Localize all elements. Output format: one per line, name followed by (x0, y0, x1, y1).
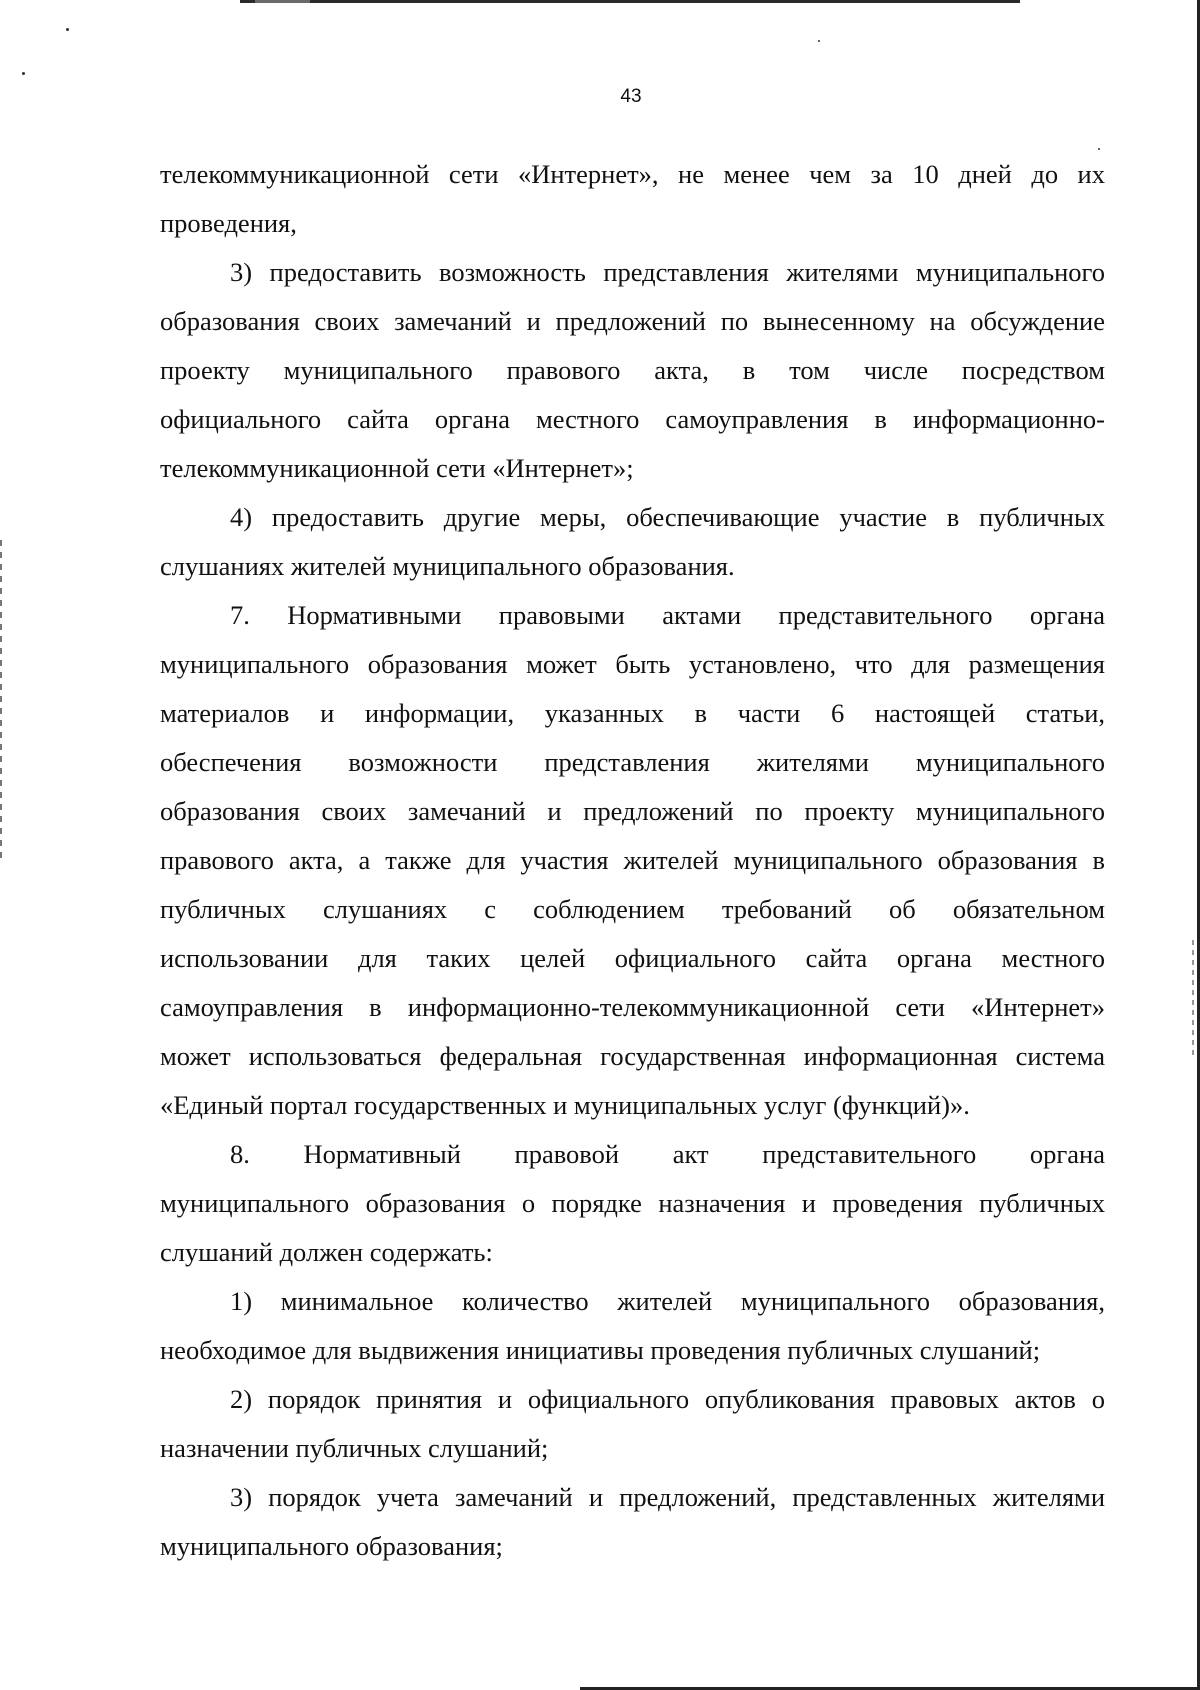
paragraph-section-7 (160, 591, 1105, 1130)
text-line: «Единый портал государственных и муниципальных услуг (функций)». (160, 1090, 970, 1120)
paragraph-item-3 (160, 248, 1105, 493)
text-line: официального сайта органа местного самоуправления в информационно- (160, 404, 1105, 434)
scan-speck (818, 40, 820, 42)
text-line: 3) порядок учета замечаний и предложений, представленных жителями (230, 1482, 1105, 1512)
text-line: слушаний должен содержать: (160, 1237, 493, 1267)
text-line: публичных слушаниях с соблюдением требований об обязательном (160, 894, 1105, 924)
paragraph-item-4 (160, 493, 1105, 591)
text-line: материалов и информации, указанных в части 6 настоящей статьи, (160, 698, 1105, 728)
text-line: слушаниях жителей муниципального образования. (160, 551, 735, 581)
text-line: необходимое для выдвижения инициативы проведения публичных слушаний; (160, 1335, 1041, 1365)
text-line: муниципального образования о порядке назначения и проведения публичных (160, 1188, 1105, 1218)
text-line: 2) порядок принятия и официального опубликования правовых актов о (230, 1384, 1105, 1414)
text-line: проекту муниципального правового акта, в том числе посредством (160, 355, 1105, 385)
paragraph-s8-item-3 (160, 1473, 1105, 1571)
text-line: 8. Нормативный правовой акт представительного органа (230, 1139, 1105, 1169)
paragraph-s8-item-1 (160, 1277, 1105, 1375)
text-line: правового акта, а также для участия жителей муниципального образования в (160, 845, 1105, 875)
text-line: 1) минимальное количество жителей муниципального образования, (230, 1286, 1105, 1316)
scan-edge-right-dash (1192, 940, 1194, 1060)
paragraph-s8-item-2 (160, 1375, 1105, 1473)
text-line: образования своих замечаний и предложений по вынесенному на обсуждение (160, 306, 1105, 336)
text-line: 4) предоставить другие меры, обеспечивающие участие в публичных (230, 502, 1105, 532)
page-number: 43 (620, 86, 642, 107)
scan-edge-top-shade (255, 0, 310, 3)
scan-speck (66, 28, 69, 31)
scan-edge-left (0, 540, 2, 860)
text-line: 3) предоставить возможность представления жителями муниципального (230, 257, 1105, 287)
text-line: самоуправления в информационно-телекоммуникационной сети «Интернет» (160, 992, 1105, 1022)
paragraph-continuation (160, 150, 1105, 248)
text-line: использовании для таких целей официального сайта органа местного (160, 943, 1105, 973)
text-line: назначении публичных слушаний; (160, 1433, 549, 1463)
text-line: проведения, (160, 208, 297, 238)
scan-edge-top (240, 0, 1020, 3)
text-line: телекоммуникационной сети «Интернет», не менее чем за 10 дней до их (160, 159, 1105, 189)
paragraph-section-8 (160, 1130, 1105, 1277)
text-line: образования своих замечаний и предложений по проекту муниципального (160, 796, 1105, 826)
document-body (160, 150, 1105, 1571)
scan-speck (22, 72, 25, 75)
text-line: муниципального образования может быть установлено, что для размещения (160, 649, 1105, 679)
text-line: 7. Нормативными правовыми актами представительного органа (230, 600, 1105, 630)
text-line: телекоммуникационной сети «Интернет»; (160, 453, 634, 483)
text-line: муниципального образования; (160, 1531, 503, 1561)
text-line: обеспечения возможности представления жителями муниципального (160, 747, 1105, 777)
text-line: может использоваться федеральная государственная информационная система (160, 1041, 1105, 1071)
